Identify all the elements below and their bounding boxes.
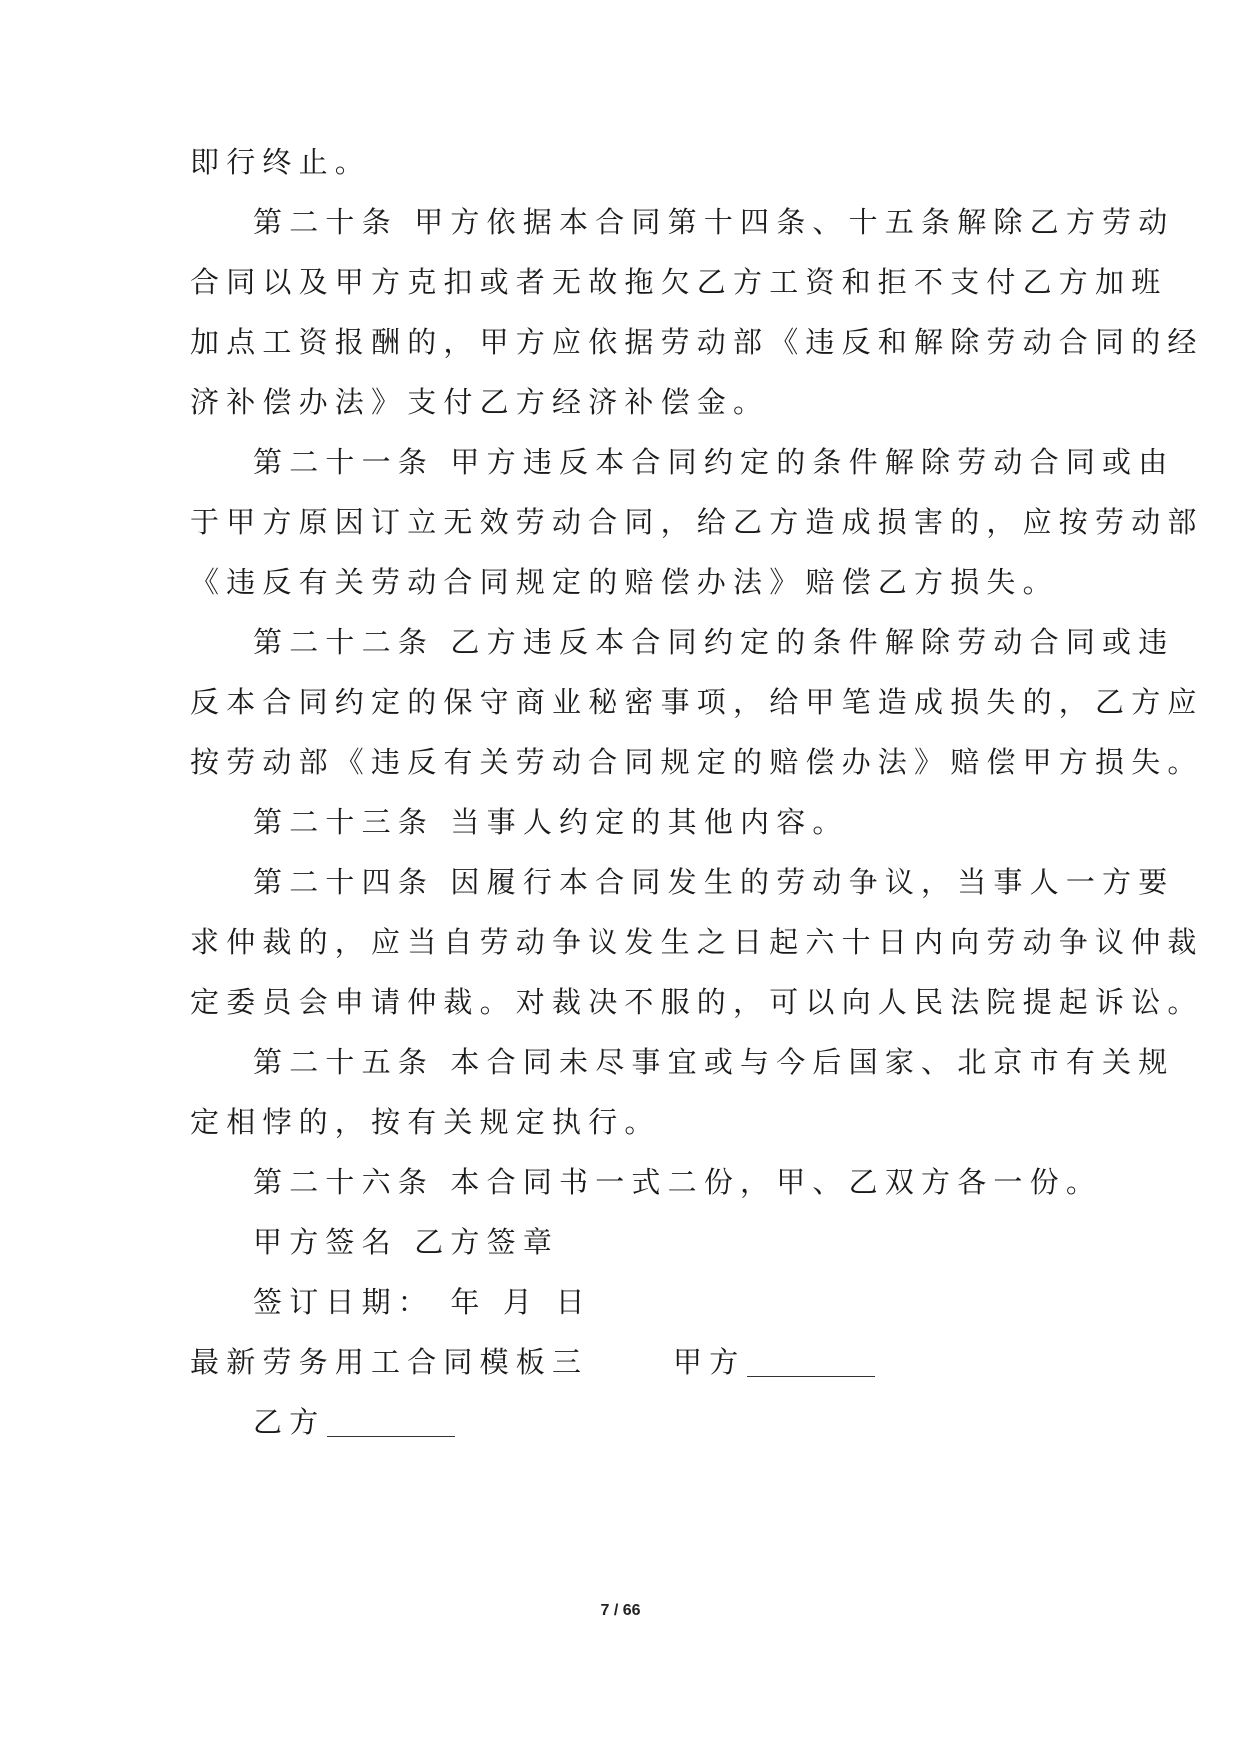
party-b-blank[interactable] <box>327 1408 455 1437</box>
template-title: 最新劳务用工合同模板三 <box>190 1345 589 1379</box>
article-24-line-2: 求仲裁的，应当自劳动争议发生之日起六十日内向劳动争议仲裁 <box>190 925 1204 959</box>
article-20-line-4: 济补偿办法》支付乙方经济补偿金。 <box>190 385 770 419</box>
article-22-line-1: 第二十二条 乙方违反本合同约定的条件解除劳动合同或违 <box>253 625 1175 659</box>
party-b-label: 乙方 <box>253 1405 326 1439</box>
party-a-blank[interactable] <box>747 1348 875 1377</box>
article-26-line-1: 第二十六条 本合同书一式二份，甲、乙双方各一份。 <box>253 1165 1103 1199</box>
article-21-line-2: 于甲方原因订立无效劳动合同，给乙方造成损害的，应按劳动部 <box>190 505 1204 539</box>
article-21-line-1: 第二十一条 甲方违反本合同约定的条件解除劳动合同或由 <box>253 445 1175 479</box>
article-24-line-1: 第二十四条 因履行本合同发生的劳动争议，当事人一方要 <box>253 865 1175 899</box>
signature-line: 甲方签名 乙方签章 <box>253 1225 560 1259</box>
party-a-label: 甲方 <box>673 1345 746 1379</box>
article-24-line-3: 定委员会申请仲裁。对裁决不服的，可以向人民法院提起诉讼。 <box>190 985 1204 1019</box>
party-b-line <box>253 1405 455 1439</box>
article-23-line-1: 第二十三条 当事人约定的其他内容。 <box>253 805 849 839</box>
article-20-line-2: 合同以及甲方克扣或者无故拖欠乙方工资和拒不支付乙方加班 <box>190 265 1168 299</box>
page-number: 7 / 66 <box>600 1602 641 1619</box>
article-22-line-3: 按劳动部《违反有关劳动合同规定的赔偿办法》赔偿甲方损失。 <box>190 745 1204 779</box>
article-20-line-1: 第二十条 甲方依据本合同第十四条、十五条解除乙方劳动 <box>253 205 1175 239</box>
article-21-line-3: 《违反有关劳动合同规定的赔偿办法》赔偿乙方损失。 <box>190 565 1059 599</box>
template-title-line <box>190 1345 875 1379</box>
text-line-1: 即行终止。 <box>190 145 372 179</box>
article-25-line-2: 定相悖的，按有关规定执行。 <box>190 1105 661 1139</box>
article-20-line-3: 加点工资报酬的，甲方应依据劳动部《违反和解除劳动合同的经 <box>190 325 1204 359</box>
article-22-line-2: 反本合同约定的保守商业秘密事项，给甲笔造成损失的，乙方应 <box>190 685 1204 719</box>
article-25-line-1: 第二十五条 本合同未尽事宜或与今后国家、北京市有关规 <box>253 1045 1175 1079</box>
signing-date-line: 签订日期： 年 月 日 <box>253 1285 592 1319</box>
